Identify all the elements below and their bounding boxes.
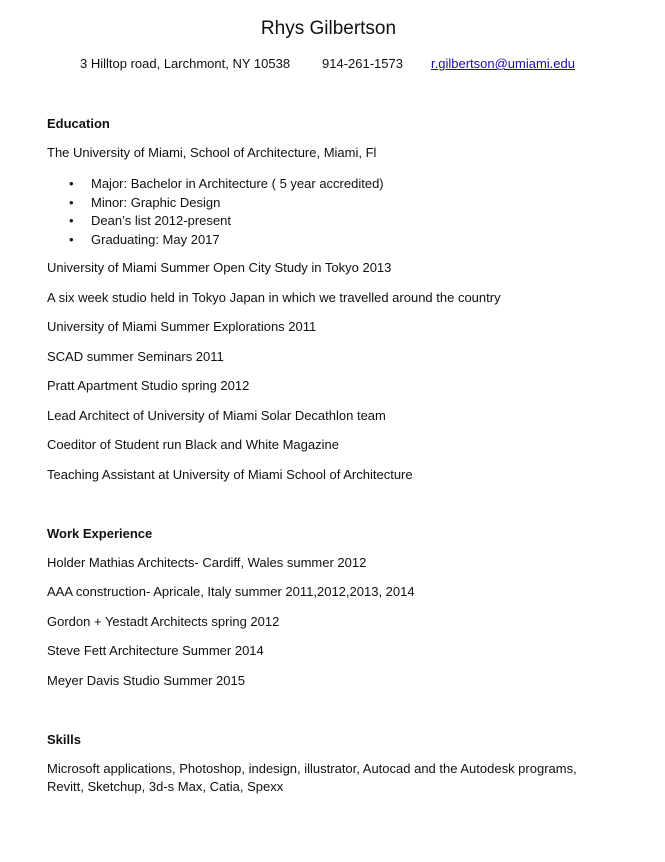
education-item: Pratt Apartment Studio spring 2012 [47,378,250,393]
contact-address: 3 Hilltop road, Larchmont, NY 10538 [80,56,291,71]
bullet-icon: • [69,231,74,247]
skills-text: Microsoft applications, Photoshop, indesign, illustrator, Autocad and the Autodesk programs, Revitt, Sketchup, 3d-s Max, Catia, Spexx [47,761,577,794]
work-item: Gordon + Yestadt Architects spring 2012 [47,614,280,629]
education-item: Lead Architect of University of Miami Solar Decathlon team [47,408,386,423]
bullet-icon: • [69,194,74,210]
bullet-text: Major: Bachelor in Architecture ( 5 year accredited) [91,176,384,191]
education-bullet-list [47,175,384,249]
education-item: Teaching Assistant at University of Miami School of Architecture [47,467,413,482]
list-item [47,194,384,213]
education-item: University of Miami Summer Open City Study in Tokyo 2013 [47,260,392,275]
education-heading: Education [47,116,110,131]
resume-name: Rhys Gilbertson [260,18,397,39]
bullet-icon: • [69,176,74,191]
education-school: The University of Miami, School of Architecture, Miami, Fl [47,145,377,160]
education-item: Coeditor of Student run Black and White Magazine [47,437,339,452]
bullet-icon: • [69,213,74,228]
work-item: Meyer Davis Studio Summer 2015 [47,673,245,688]
list-item [47,175,384,194]
education-item: University of Miami Summer Explorations 2011 [47,319,317,334]
education-item: A six week studio held in Tokyo Japan in which we travelled around the country [47,290,501,305]
bullet-text: Graduating: May 2017 [91,231,220,247]
work-item: Holder Mathias Architects- Cardiff, Wales summer 2012 [47,555,367,570]
work-heading: Work Experience [47,526,153,541]
bullet-text: Minor: Graphic Design [91,194,221,210]
work-item: Steve Fett Architecture Summer 2014 [47,643,264,658]
contact-phone: 914-261-1573 [322,56,403,71]
list-item [47,212,384,231]
skills-heading: Skills [47,732,81,747]
education-item: SCAD summer Seminars 2011 [47,349,224,364]
bullet-text: Dean’s list 2012-present [91,213,231,228]
list-item [47,231,384,250]
work-item: AAA construction- Apricale, Italy summer 2011,2012,2013, 2014 [47,584,415,599]
contact-email-link[interactable]: r.gilbertson@umiami.edu [431,56,575,71]
